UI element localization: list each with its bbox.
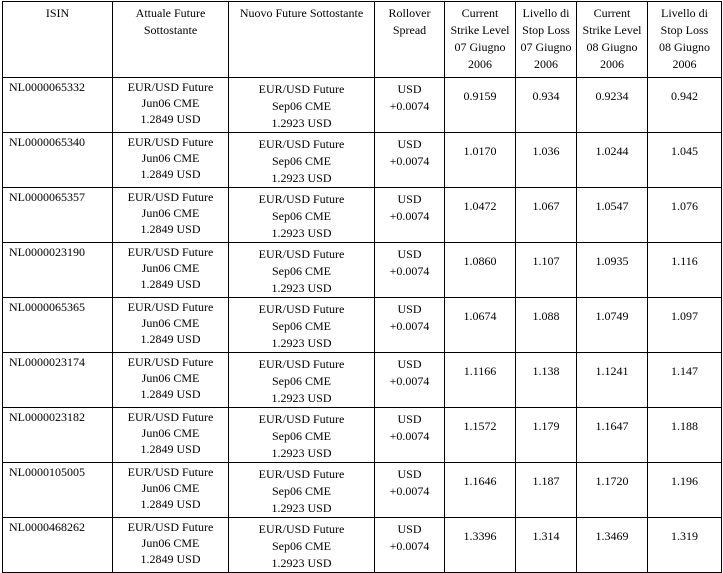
- isin-cell: NL0000023190: [3, 243, 113, 298]
- stop-08-cell: 1.147: [648, 353, 722, 408]
- table-row: [3, 353, 722, 408]
- rollover-spread-cell: USD +0.0074: [375, 78, 445, 133]
- table-row: [3, 188, 722, 243]
- header-actual-future: Attuale Future Sottostante: [113, 2, 229, 78]
- rollover-spread-cell: USD +0.0074: [375, 133, 445, 188]
- isin-cell: NL0000065332: [3, 78, 113, 133]
- strike-08-cell: 1.0935: [577, 243, 648, 298]
- strike-08-cell: 1.3469: [577, 518, 648, 573]
- stop-07-cell: 1.138: [516, 353, 577, 408]
- new-future-cell: EUR/USD Future Sep06 CME 1.2923 USD: [229, 463, 375, 518]
- isin-cell: NL0000105005: [3, 463, 113, 518]
- header-strike-07: Current Strike Level 07 Giugno 2006: [445, 2, 516, 78]
- table-row: [3, 78, 722, 133]
- new-future-cell: EUR/USD Future Sep06 CME 1.2923 USD: [229, 518, 375, 573]
- stop-07-cell: 1.088: [516, 298, 577, 353]
- header-rollover-spread: Rollover Spread: [375, 2, 445, 78]
- table-row: [3, 298, 722, 353]
- rollover-spread-cell: USD +0.0074: [375, 408, 445, 463]
- strike-07-cell: 1.0674: [445, 298, 516, 353]
- stop-08-cell: 1.188: [648, 408, 722, 463]
- stop-08-cell: 0.942: [648, 78, 722, 133]
- rollover-spread-cell: USD +0.0074: [375, 243, 445, 298]
- isin-cell: NL0000468262: [3, 518, 113, 573]
- new-future-cell: EUR/USD Future Sep06 CME 1.2923 USD: [229, 78, 375, 133]
- table-row: [3, 463, 722, 518]
- strike-08-cell: 1.0749: [577, 298, 648, 353]
- stop-07-cell: 1.067: [516, 188, 577, 243]
- new-future-cell: EUR/USD Future Sep06 CME 1.2923 USD: [229, 298, 375, 353]
- rollover-spread-cell: USD +0.0074: [375, 463, 445, 518]
- stop-07-cell: 1.179: [516, 408, 577, 463]
- actual-future-cell: EUR/USD Future Jun06 CME 1.2849 USD: [113, 298, 229, 353]
- stop-08-cell: 1.076: [648, 188, 722, 243]
- header-stop-07: Livello di Stop Loss 07 Giugno 2006: [516, 2, 577, 78]
- actual-future-cell: EUR/USD Future Jun06 CME 1.2849 USD: [113, 243, 229, 298]
- header-isin: ISIN: [3, 2, 113, 78]
- rollover-spread-cell: USD +0.0074: [375, 298, 445, 353]
- stop-07-cell: 1.107: [516, 243, 577, 298]
- strike-07-cell: 1.1572: [445, 408, 516, 463]
- strike-07-cell: 1.1166: [445, 353, 516, 408]
- actual-future-cell: EUR/USD Future Jun06 CME 1.2849 USD: [113, 518, 229, 573]
- stop-07-cell: 0.934: [516, 78, 577, 133]
- strike-08-cell: 0.9234: [577, 78, 648, 133]
- stop-07-cell: 1.187: [516, 463, 577, 518]
- actual-future-cell: EUR/USD Future Jun06 CME 1.2849 USD: [113, 463, 229, 518]
- actual-future-cell: EUR/USD Future Jun06 CME 1.2849 USD: [113, 353, 229, 408]
- header-new-future: Nuovo Future Sottostante: [229, 2, 375, 78]
- new-future-cell: EUR/USD Future Sep06 CME 1.2923 USD: [229, 188, 375, 243]
- table-row: [3, 408, 722, 463]
- header-stop-08: Livello di Stop Loss 08 Giugno 2006: [648, 2, 722, 78]
- strike-08-cell: 1.1241: [577, 353, 648, 408]
- strike-08-cell: 1.1720: [577, 463, 648, 518]
- rollover-spread-cell: USD +0.0074: [375, 518, 445, 573]
- rollover-spread-cell: USD +0.0074: [375, 188, 445, 243]
- stop-08-cell: 1.196: [648, 463, 722, 518]
- isin-cell: NL0000065340: [3, 133, 113, 188]
- isin-cell: NL0000065365: [3, 298, 113, 353]
- new-future-cell: EUR/USD Future Sep06 CME 1.2923 USD: [229, 243, 375, 298]
- new-future-cell: EUR/USD Future Sep06 CME 1.2923 USD: [229, 133, 375, 188]
- table-row: [3, 518, 722, 573]
- strike-07-cell: 1.0170: [445, 133, 516, 188]
- strike-07-cell: 0.9159: [445, 78, 516, 133]
- strike-07-cell: 1.1646: [445, 463, 516, 518]
- new-future-cell: EUR/USD Future Sep06 CME 1.2923 USD: [229, 408, 375, 463]
- header-strike-08: Current Strike Level 08 Giugno 2006: [577, 2, 648, 78]
- table-body: [3, 78, 722, 573]
- new-future-cell: EUR/USD Future Sep06 CME 1.2923 USD: [229, 353, 375, 408]
- isin-cell: NL0000023182: [3, 408, 113, 463]
- strike-08-cell: 1.0547: [577, 188, 648, 243]
- stop-08-cell: 1.116: [648, 243, 722, 298]
- isin-cell: NL0000065357: [3, 188, 113, 243]
- stop-08-cell: 1.319: [648, 518, 722, 573]
- actual-future-cell: EUR/USD Future Jun06 CME 1.2849 USD: [113, 408, 229, 463]
- actual-future-cell: EUR/USD Future Jun06 CME 1.2849 USD: [113, 188, 229, 243]
- strike-07-cell: 1.3396: [445, 518, 516, 573]
- rollover-table: [2, 1, 722, 573]
- stop-08-cell: 1.045: [648, 133, 722, 188]
- strike-07-cell: 1.0860: [445, 243, 516, 298]
- strike-08-cell: 1.1647: [577, 408, 648, 463]
- stop-07-cell: 1.036: [516, 133, 577, 188]
- table-row: [3, 243, 722, 298]
- actual-future-cell: EUR/USD Future Jun06 CME 1.2849 USD: [113, 133, 229, 188]
- stop-07-cell: 1.314: [516, 518, 577, 573]
- rollover-spread-cell: USD +0.0074: [375, 353, 445, 408]
- isin-cell: NL0000023174: [3, 353, 113, 408]
- strike-07-cell: 1.0472: [445, 188, 516, 243]
- actual-future-cell: EUR/USD Future Jun06 CME 1.2849 USD: [113, 78, 229, 133]
- strike-08-cell: 1.0244: [577, 133, 648, 188]
- header-row: [3, 2, 722, 78]
- stop-08-cell: 1.097: [648, 298, 722, 353]
- table-row: [3, 133, 722, 188]
